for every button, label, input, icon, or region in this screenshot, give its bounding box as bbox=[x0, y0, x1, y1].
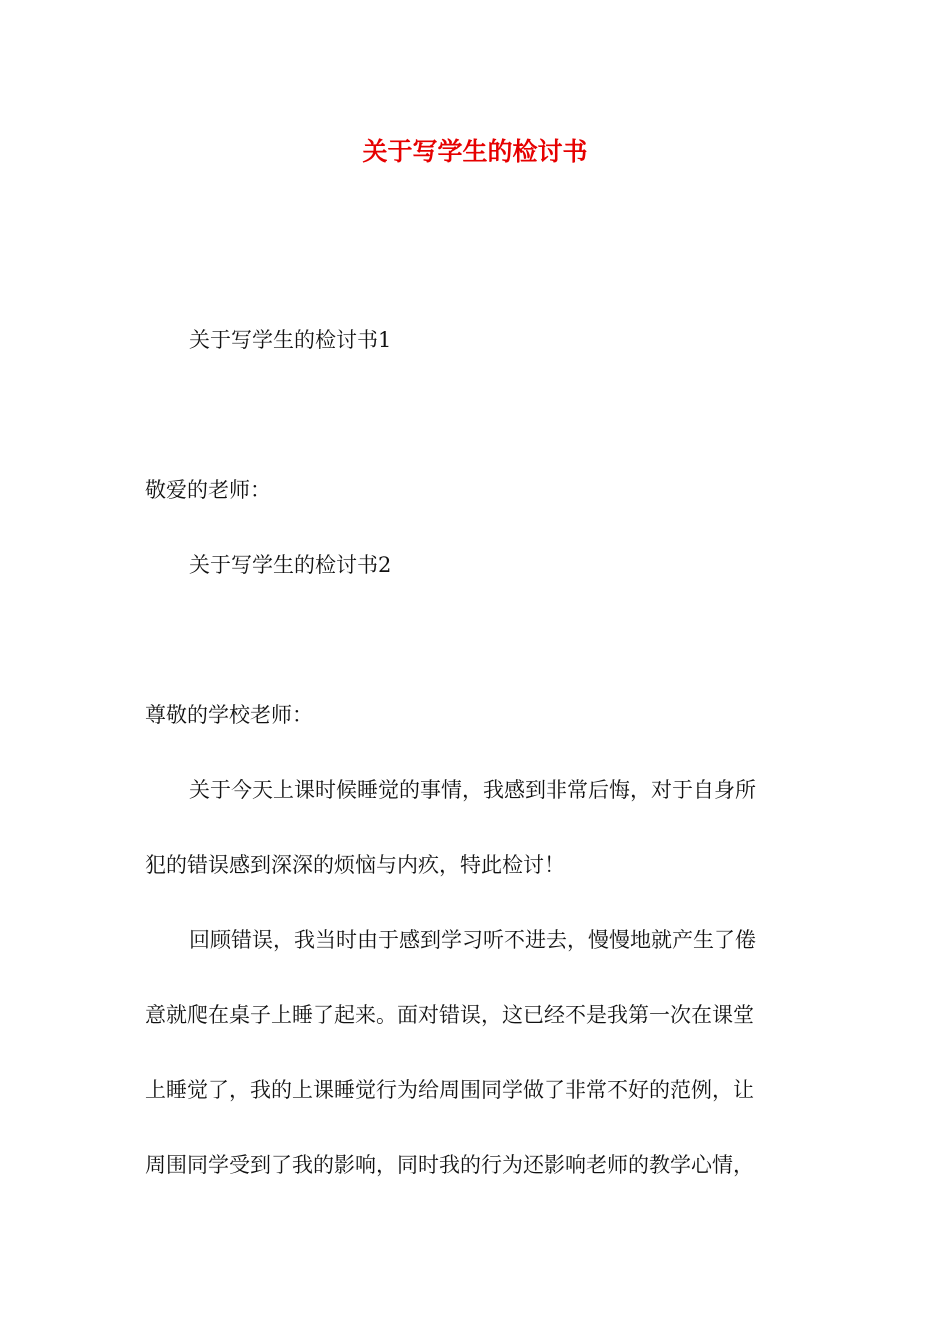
salutation-2: 尊敬的学校老师： bbox=[145, 703, 313, 727]
document-title: 关于写学生的检讨书 bbox=[362, 137, 588, 166]
paragraph-line: 上睡觉了，我的上课睡觉行为给周围同学做了非常不好的范例，让 bbox=[145, 1078, 754, 1102]
section-heading-2: 关于写学生的检讨书2 bbox=[189, 553, 392, 577]
paragraph-line: 犯的错误感到深深的烦恼与内疚，特此检讨！ bbox=[145, 853, 565, 877]
paragraph-line: 关于今天上课时候睡觉的事情，我感到非常后悔，对于自身所 bbox=[189, 778, 756, 802]
salutation-1: 敬爱的老师： bbox=[145, 478, 271, 502]
section-heading-1: 关于写学生的检讨书1 bbox=[189, 328, 392, 352]
paragraph-line: 周围同学受到了我的影响，同时我的行为还影响老师的教学心情， bbox=[145, 1153, 754, 1177]
paragraph-line: 回顾错误，我当时由于感到学习听不进去，慢慢地就产生了倦 bbox=[189, 928, 756, 952]
paragraph-line: 意就爬在桌子上睡了起来。面对错误，这已经不是我第一次在课堂 bbox=[145, 1003, 754, 1027]
